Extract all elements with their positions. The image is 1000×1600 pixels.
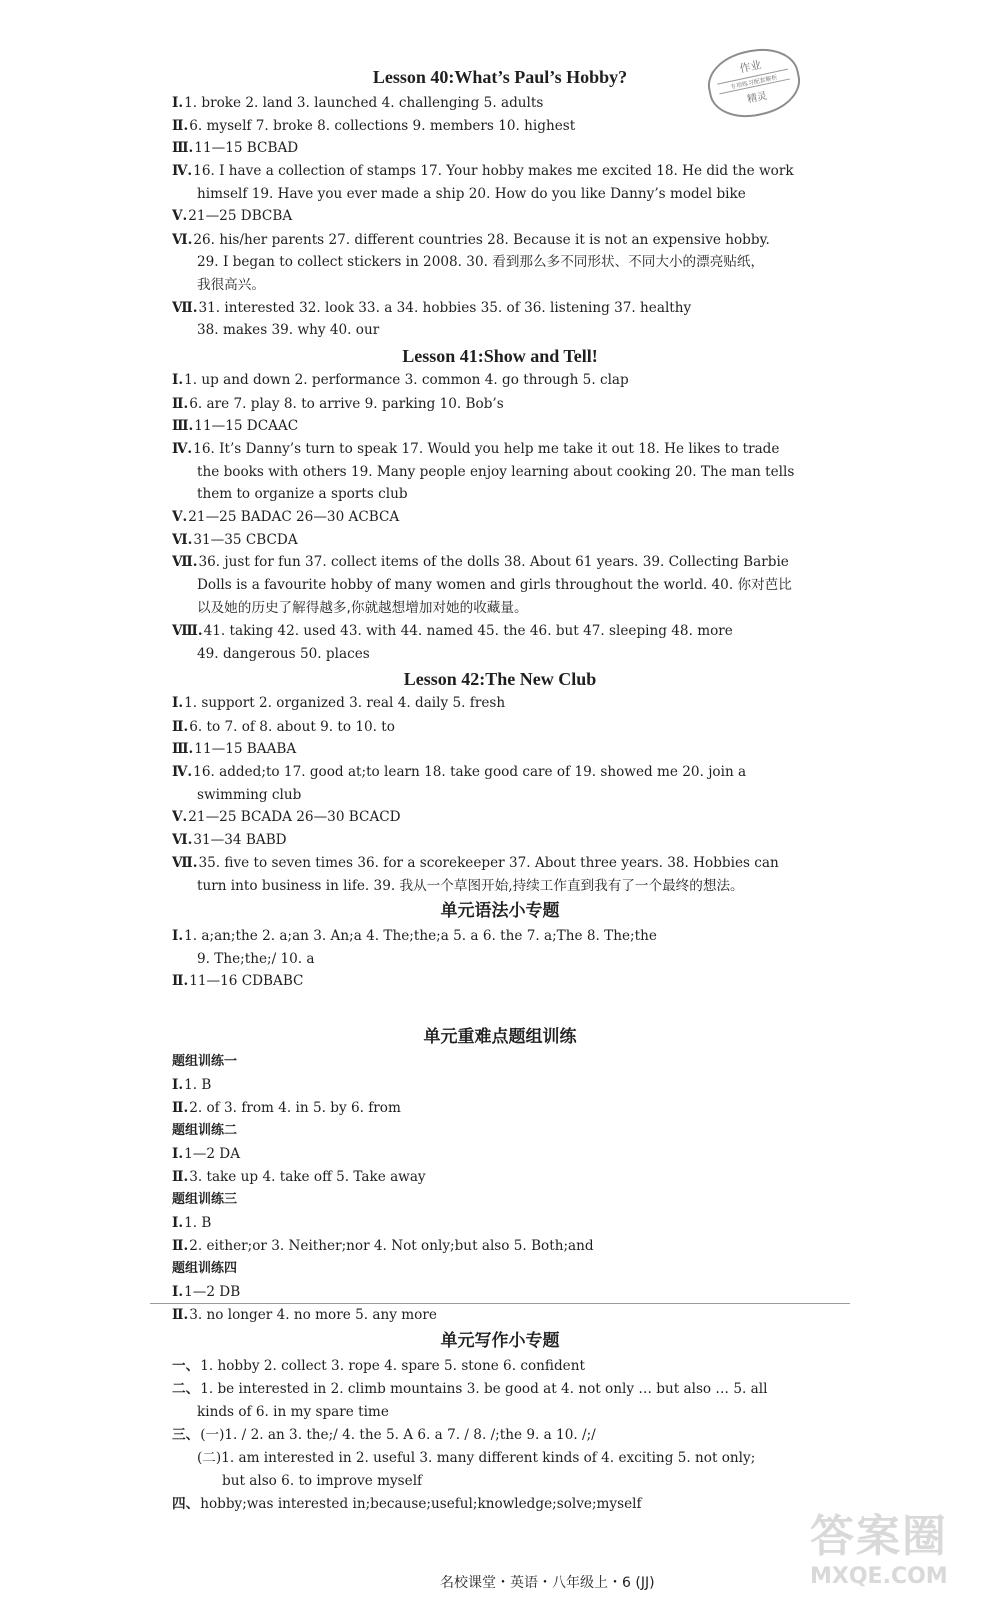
answer-line: 49. dangerous 50. places (197, 646, 370, 662)
answer-line: Ⅲ.11—15 BCBAD (172, 140, 299, 156)
answer-line: Ⅱ.3. no longer 4. no more 5. any more (172, 1307, 437, 1323)
page-footer: 名校课堂・英语・八年级上・6 (JJ) (440, 1575, 655, 1591)
answer-line: Ⅱ.11—16 CDBABC (172, 973, 304, 989)
answer-line: Ⅱ.6. to 7. of 8. about 9. to 10. to (172, 719, 395, 735)
lesson-42-title: Lesson 42:The New Club (403, 669, 597, 689)
answer-line: Ⅰ.1. up and down 2. performance 3. common 4. go through 5. clap (172, 372, 629, 388)
drill-group-heading: 题组训练一 (172, 1054, 238, 1069)
answer-line: Ⅱ.2. either;or 3. Neither;nor 4. Not only;but also 5. Both;and (172, 1238, 594, 1254)
answer-line: Ⅱ.6. myself 7. broke 8. collections 9. members 10. highest (172, 118, 576, 134)
answer-line: Ⅱ.3. take up 4. take off 5. Take away (172, 1169, 426, 1185)
grammar-section-title: 单元语法小专题 (440, 901, 560, 921)
answer-line: Ⅵ.26. his/her parents 27. different countries 28. Because it is not an expensive hobby. (172, 232, 770, 248)
answer-line: Ⅳ.16. It’s Danny’s turn to speak 17. Would you help me take it out 18. He likes to trade (172, 441, 780, 457)
answer-line: Ⅵ.31—35 CBCDA (172, 532, 298, 548)
answer-line: Ⅱ.2. of 3. from 4. in 5. by 6. from (172, 1100, 401, 1116)
answer-line: Ⅰ.1. support 2. organized 3. real 4. daily 5. fresh (172, 695, 506, 711)
answer-line: (二)1. am interested in 2. useful 3. many different kinds of 4. exciting 5. not only; (197, 1450, 756, 1466)
answer-line: Ⅵ.31—34 BABD (172, 832, 287, 848)
answer-line: but also 6. to improve myself (222, 1473, 423, 1489)
answer-line: Dolls is a favourite hobby of many women and girls throughout the world. 40. 你对芭比 (197, 577, 792, 593)
answer-line: 38. makes 39. why 40. our (197, 322, 380, 338)
answer-line: Ⅶ.36. just for fun 37. collect items of the dolls 38. About 61 years. 39. Collecting Barbie (172, 554, 789, 570)
site-watermark: 答案圈 MXQE.COM (810, 1511, 948, 1589)
answer-line: Ⅶ.31. interested 32. look 33. a 34. hobbies 35. of 36. listening 37. healthy (172, 300, 692, 316)
answer-line: 三、(一)1. / 2. an 3. the;/ 4. the 5. A 6. a 7. / 8. /;the 9. a 10. /;/ (172, 1427, 596, 1443)
answer-line: Ⅳ.16. I have a collection of stamps 17. Your hobby makes me excited 18. He did the work (172, 163, 794, 179)
answer-line: the books with others 19. Many people enjoy learning about cooking 20. The man tells (197, 464, 795, 480)
answer-line: Ⅲ.11—15 BAABA (172, 741, 297, 757)
answer-line: Ⅷ.41. taking 42. used 43. with 44. named 45. the 46. but 47. sleeping 48. more (172, 623, 733, 639)
answer-line: Ⅳ.16. added;to 17. good at;to learn 18. take good care of 19. showed me 20. join a (172, 764, 747, 780)
answer-line: them to organize a sports club (197, 486, 408, 502)
drill-group-heading: 题组训练四 (172, 1261, 238, 1276)
answer-line: Ⅰ.1—2 DA (172, 1146, 241, 1162)
answer-line: 四、hobby;was interested in;because;useful;knowledge;solve;myself (172, 1496, 642, 1512)
answer-line: turn into business in life. 39. 我从一个草图开始,持续工作直到我有了一个最终的想法。 (197, 878, 744, 894)
answer-line: Ⅰ.1. B (172, 1215, 212, 1231)
divider (150, 1303, 850, 1304)
lesson-41-title: Lesson 41:Show and Tell! (402, 346, 598, 366)
drill-group-heading: 题组训练二 (172, 1123, 238, 1138)
answer-line: Ⅲ.11—15 DCAAC (172, 418, 299, 434)
answer-line: 以及她的历史了解得越多,你就越想增加对她的收藏量。 (197, 600, 528, 616)
answer-line: Ⅴ.21—25 BCADA 26—30 BCACD (172, 809, 401, 825)
answer-line: 9. The;the;/ 10. a (197, 951, 315, 967)
drill-group-heading: 题组训练三 (172, 1192, 238, 1207)
answer-line: swimming club (197, 787, 302, 803)
answer-line: Ⅰ.1. B (172, 1077, 212, 1093)
writing-section-title: 单元写作小专题 (440, 1331, 560, 1351)
answer-line: 我很高兴。 (197, 277, 265, 293)
answer-line: kinds of 6. in my spare time (197, 1404, 389, 1420)
homework-stamp: 作业 专项练习配套解析 精灵 (702, 41, 806, 125)
answer-line: himself 19. Have you ever made a ship 20. How do you like Danny’s model bike (197, 186, 746, 202)
answer-line: 29. I began to collect stickers in 2008. 30. 看到那么多不同形状、不同大小的漂亮贴纸， (197, 254, 765, 270)
answer-line: Ⅱ.6. are 7. play 8. to arrive 9. parking 10. Bob’s (172, 396, 504, 412)
answer-line: Ⅶ.35. five to seven times 36. for a scorekeeper 37. About three years. 38. Hobbies can (172, 855, 779, 871)
answer-line: Ⅰ.1. a;an;the 2. a;an 3. An;a 4. The;the;a 5. a 6. the 7. a;The 8. The;the (172, 928, 657, 944)
drill-section-title: 单元重难点题组训练 (423, 1027, 577, 1047)
answer-line: 一、1. hobby 2. collect 3. rope 4. spare 5. stone 6. confident (172, 1358, 585, 1374)
answer-line: Ⅰ.1. broke 2. land 3. launched 4. challenging 5. adults (172, 95, 544, 111)
lesson-40-title: Lesson 40:What’s Paul’s Hobby? (372, 67, 628, 87)
answer-line: 二、1. be interested in 2. climb mountains 3. be good at 4. not only … but also … 5. all (172, 1381, 768, 1397)
answer-line: Ⅰ.1—2 DB (172, 1284, 241, 1300)
answer-line: Ⅴ.21—25 DBCBA (172, 208, 293, 224)
answer-line: Ⅴ.21—25 BADAC 26—30 ACBCA (172, 509, 400, 525)
